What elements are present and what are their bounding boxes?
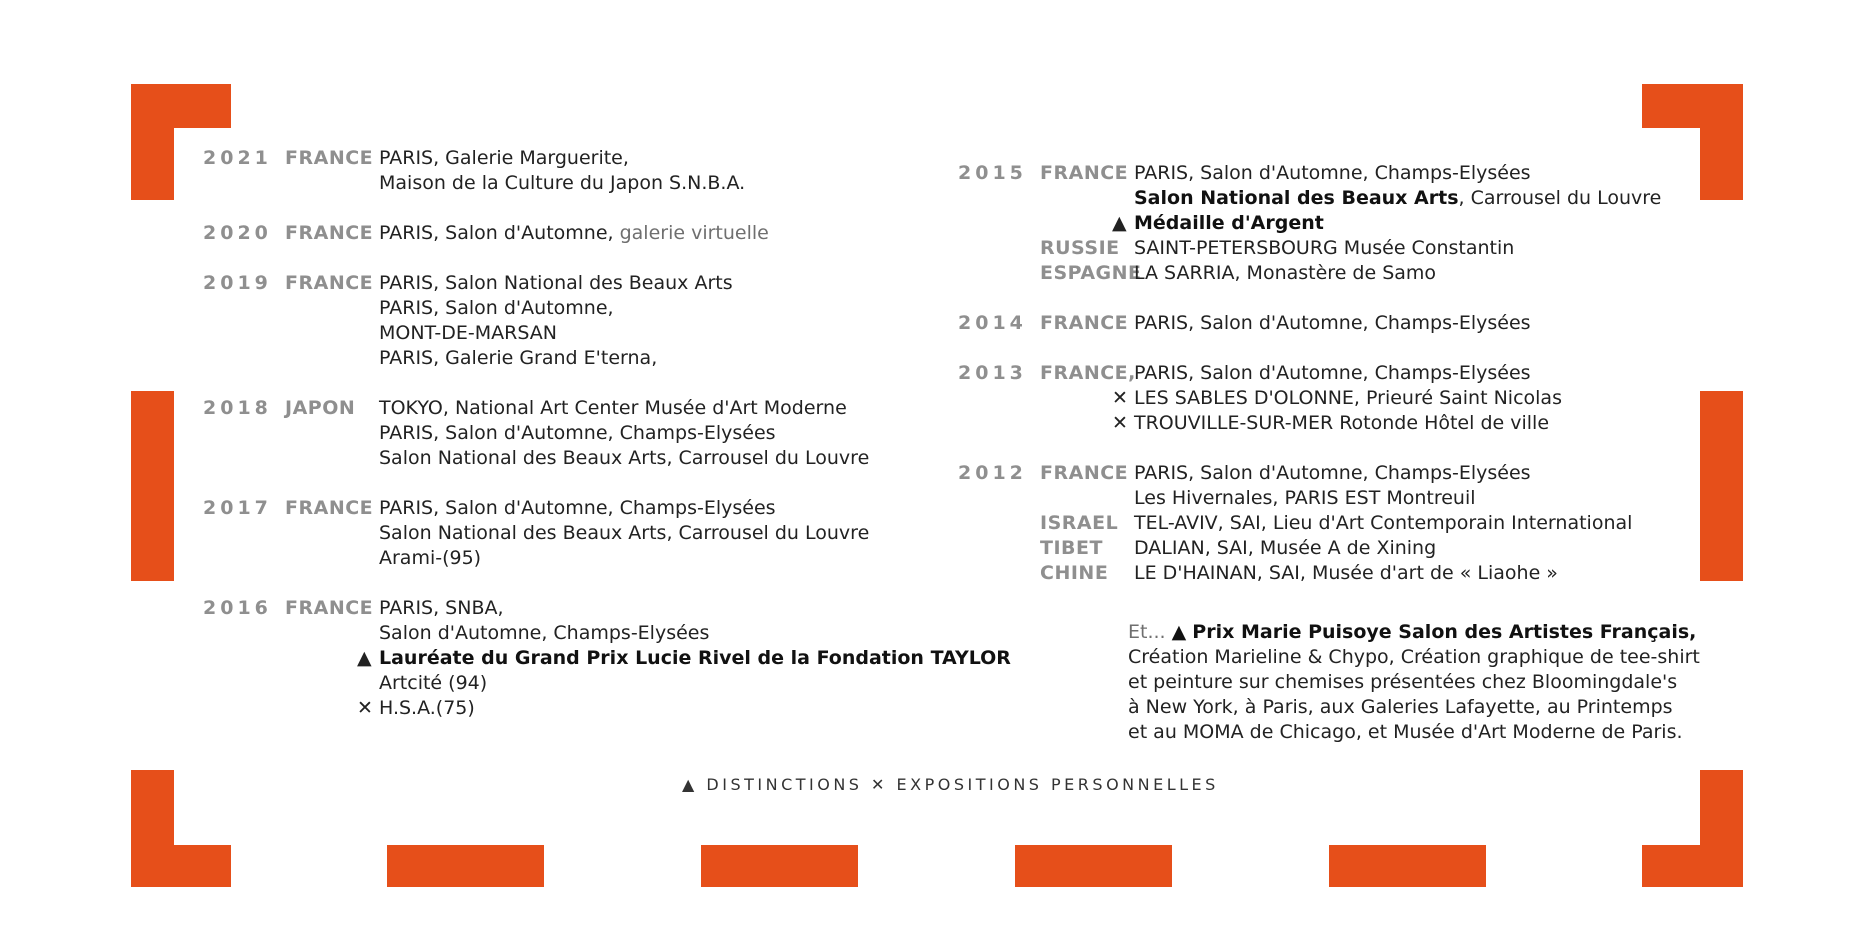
note-line: Création Marieline & Chypo, Création graphique de tee-shirt	[1128, 646, 1700, 668]
entry-line	[203, 546, 482, 571]
entry-text	[379, 496, 776, 521]
venue-text: PARIS, Salon d'Automne, Champs-Elysées	[1134, 312, 1531, 334]
note-headline	[1128, 620, 1700, 645]
entry-line	[958, 386, 1562, 411]
venue-text: Artcité (94)	[379, 672, 488, 694]
entry-text	[379, 146, 629, 171]
venue-text: PARIS, Galerie Grand E'terna,	[379, 347, 658, 369]
muted-text: galerie virtuelle	[619, 222, 769, 244]
distinction-icon: ▲	[1112, 212, 1127, 234]
frame-bottom-dash-4	[1329, 845, 1486, 887]
venue-text: MONT-DE-MARSAN	[379, 322, 557, 344]
entry-text	[379, 671, 487, 696]
year-label: 2015	[958, 162, 1027, 184]
frame-corner-top-left-v	[131, 84, 174, 200]
exposition-icon: ✕	[357, 697, 373, 719]
venue-text: PARIS, Salon d'Automne, Champs-Elysées	[1134, 462, 1531, 484]
entry-line	[203, 521, 870, 546]
venue-text: TEL-AVIV, SAI, Lieu d'Art Contemporain International	[1134, 512, 1633, 534]
venue-text: PARIS, Salon National des Beaux Arts	[379, 272, 733, 294]
entry-text	[379, 621, 709, 646]
year-entry-2019	[203, 271, 733, 371]
venue-text: Salon National des Beaux Arts, Carrousel du Louvre	[379, 447, 870, 469]
venue-text: LE D'HAINAN, SAI, Musée d'art de « Liaohe »	[1134, 562, 1558, 584]
entry-line	[203, 646, 1011, 671]
venue-text: LA SARRIA, Monastère de Samo	[1134, 262, 1437, 284]
entry-text	[1134, 161, 1531, 186]
year-label: 2019	[203, 272, 272, 294]
year-label: 2013	[958, 362, 1027, 384]
exposition-icon: ✕	[1112, 412, 1128, 434]
entry-text	[379, 421, 776, 446]
entry-text	[379, 271, 733, 296]
entry-line	[958, 536, 1437, 561]
frame-bottom-dash-2	[701, 845, 858, 887]
note-award: Prix Marie Puisoye Salon des Artistes Français,	[1192, 621, 1697, 643]
legend	[682, 775, 1219, 794]
distinction-icon: ▲	[682, 775, 698, 794]
entry-line	[203, 671, 488, 696]
entry-text	[1134, 386, 1562, 411]
country-label: FRANCE	[285, 497, 374, 519]
entry-line	[203, 321, 557, 346]
year-entry-2021	[203, 146, 746, 196]
year-label: 2014	[958, 312, 1027, 334]
year-entry-2012	[958, 461, 1633, 586]
entry-text	[379, 321, 557, 346]
note-etc: Et...	[1128, 621, 1166, 643]
venue-text: PARIS, Salon d'Automne,	[379, 297, 614, 319]
year-label: 2012	[958, 462, 1027, 484]
entry-text	[1134, 236, 1514, 261]
venue-text: Maison de la Culture du Japon S.N.B.A.	[379, 172, 746, 194]
venue-text: PARIS, Salon d'Automne, Champs-Elysées	[379, 422, 776, 444]
entry-line	[203, 621, 710, 646]
year-entry-2017	[203, 496, 870, 571]
country-label: ISRAEL	[1040, 512, 1119, 534]
year-label: 2021	[203, 147, 272, 169]
venue-text: H.S.A.(75)	[379, 697, 475, 719]
entry-text	[379, 446, 869, 471]
entry-line	[958, 211, 1324, 236]
year-entry-2018	[203, 396, 870, 471]
venue-text: TROUVILLE-SUR-MER Rotonde Hôtel de ville	[1134, 412, 1550, 434]
venue-text: PARIS, Salon d'Automne, Champs-Elysées	[1134, 162, 1531, 184]
entry-text	[1134, 486, 1476, 511]
country-label: FRANCE	[1040, 312, 1129, 334]
frame-right-bar	[1700, 391, 1743, 581]
venue-text: PARIS, Salon d'Automne, Champs-Elysées	[1134, 362, 1531, 384]
frame-corner-top-right-v	[1700, 84, 1743, 200]
year-entry-2015	[958, 161, 1662, 286]
venue-text: Salon d'Automne, Champs-Elysées	[379, 622, 710, 644]
entry-text	[1134, 261, 1436, 286]
entry-text	[379, 171, 745, 196]
exhibitions-right-column	[958, 161, 1662, 611]
country-label: FRANCE	[285, 222, 374, 244]
note-line: et peinture sur chemises présentées chez Bloomingdale's	[1128, 671, 1678, 693]
country-label: FRANCE	[1040, 462, 1129, 484]
venue-text: Salon National des Beaux Arts, Carrousel du Louvre	[379, 522, 870, 544]
entry-line	[203, 421, 776, 446]
entry-text	[1134, 561, 1558, 586]
year-entry-2013	[958, 361, 1562, 436]
country-label: TIBET	[1040, 537, 1103, 559]
venue-text: DALIAN, SAI, Musée A de Xining	[1134, 537, 1437, 559]
entry-line	[958, 261, 1437, 286]
exposition-icon: ✕	[871, 775, 888, 794]
entry-text	[1134, 186, 1661, 211]
country-label: FRANCE	[285, 597, 374, 619]
frame-left-bar	[131, 391, 174, 581]
entry-text	[1134, 511, 1632, 536]
note-line: à New York, à Paris, aux Galeries Lafayette, au Printemps	[1128, 696, 1673, 718]
entry-text	[379, 546, 481, 571]
note-line: et au MOMA de Chicago, et Musée d'Art Moderne de Paris.	[1128, 721, 1683, 743]
venue-text: PARIS, Salon d'Automne, Champs-Elysées	[379, 497, 776, 519]
frame-corner-bottom-left-h	[131, 845, 231, 887]
entry-line	[203, 171, 746, 196]
entry-line	[203, 346, 658, 371]
country-label: CHINE	[1040, 562, 1109, 584]
year-label: 2016	[203, 597, 272, 619]
distinction-icon: ▲	[1171, 621, 1187, 643]
entry-text	[1134, 536, 1436, 561]
entry-text	[379, 646, 1011, 671]
highlighted-text: Médaille d'Argent	[1134, 212, 1324, 234]
country-label: FRANCE	[285, 147, 374, 169]
highlighted-text: Salon National des Beaux Arts	[1134, 187, 1459, 209]
entry-text	[1134, 461, 1531, 486]
highlighted-text: Lauréate du Grand Prix Lucie Rivel de la Fondation TAYLOR	[379, 647, 1011, 669]
venue-text: , Carrousel du Louvre	[1458, 187, 1662, 209]
year-label: 2017	[203, 497, 272, 519]
venue-text: SAINT-PETERSBOURG Musée Constantin	[1134, 237, 1515, 259]
venue-text: Les Hivernales, PARIS EST Montreuil	[1134, 487, 1476, 509]
venue-text: PARIS, Salon d'Automne,	[379, 222, 620, 244]
entry-text	[1134, 211, 1324, 236]
entry-text	[1134, 361, 1531, 386]
entry-text	[379, 221, 769, 246]
legend-distinctions: DISTINCTIONS	[706, 775, 863, 794]
entry-text	[379, 396, 847, 421]
country-label: RUSSIE	[1040, 237, 1120, 259]
entry-line	[958, 511, 1633, 536]
year-entry-2014	[958, 311, 1531, 336]
year-label: 2018	[203, 397, 272, 419]
frame-bottom-dash-3	[1015, 845, 1172, 887]
entry-text	[379, 696, 475, 721]
year-entry-2016	[203, 596, 1011, 721]
additional-note	[1128, 620, 1700, 745]
country-label: FRANCE,	[1040, 362, 1136, 384]
venue-text: PARIS, Galerie Marguerite,	[379, 147, 629, 169]
entry-line	[203, 446, 870, 471]
venue-text: Arami-(95)	[379, 547, 482, 569]
venue-text: LES SABLES D'OLONNE, Prieuré Saint Nicolas	[1134, 387, 1562, 409]
entry-text	[379, 596, 504, 621]
entry-text	[379, 346, 657, 371]
exposition-icon: ✕	[1112, 387, 1128, 409]
year-entry-2020	[203, 221, 769, 246]
country-label: FRANCE	[285, 272, 374, 294]
entry-line	[203, 296, 614, 321]
venue-text: TOKYO, National Art Center Musée d'Art Moderne	[379, 397, 847, 419]
entry-line	[958, 411, 1550, 436]
entry-text	[379, 521, 869, 546]
entry-line	[958, 236, 1515, 261]
entry-line	[958, 186, 1662, 211]
entry-line	[958, 486, 1476, 511]
country-label: FRANCE	[1040, 162, 1129, 184]
entry-line	[203, 696, 475, 721]
year-label: 2020	[203, 222, 272, 244]
entry-text	[1134, 311, 1531, 336]
entry-line	[958, 561, 1558, 586]
country-label: ESPAGNE	[1040, 262, 1142, 284]
venue-text: PARIS, SNBA,	[379, 597, 504, 619]
entry-text	[1134, 411, 1549, 436]
frame-bottom-dash-1	[387, 845, 544, 887]
entry-text	[379, 296, 614, 321]
distinction-icon: ▲	[357, 647, 372, 669]
legend-expositions: EXPOSITIONS PERSONNELLES	[896, 775, 1219, 794]
frame-corner-bottom-right-h	[1642, 845, 1743, 887]
country-label: JAPON	[285, 397, 356, 419]
